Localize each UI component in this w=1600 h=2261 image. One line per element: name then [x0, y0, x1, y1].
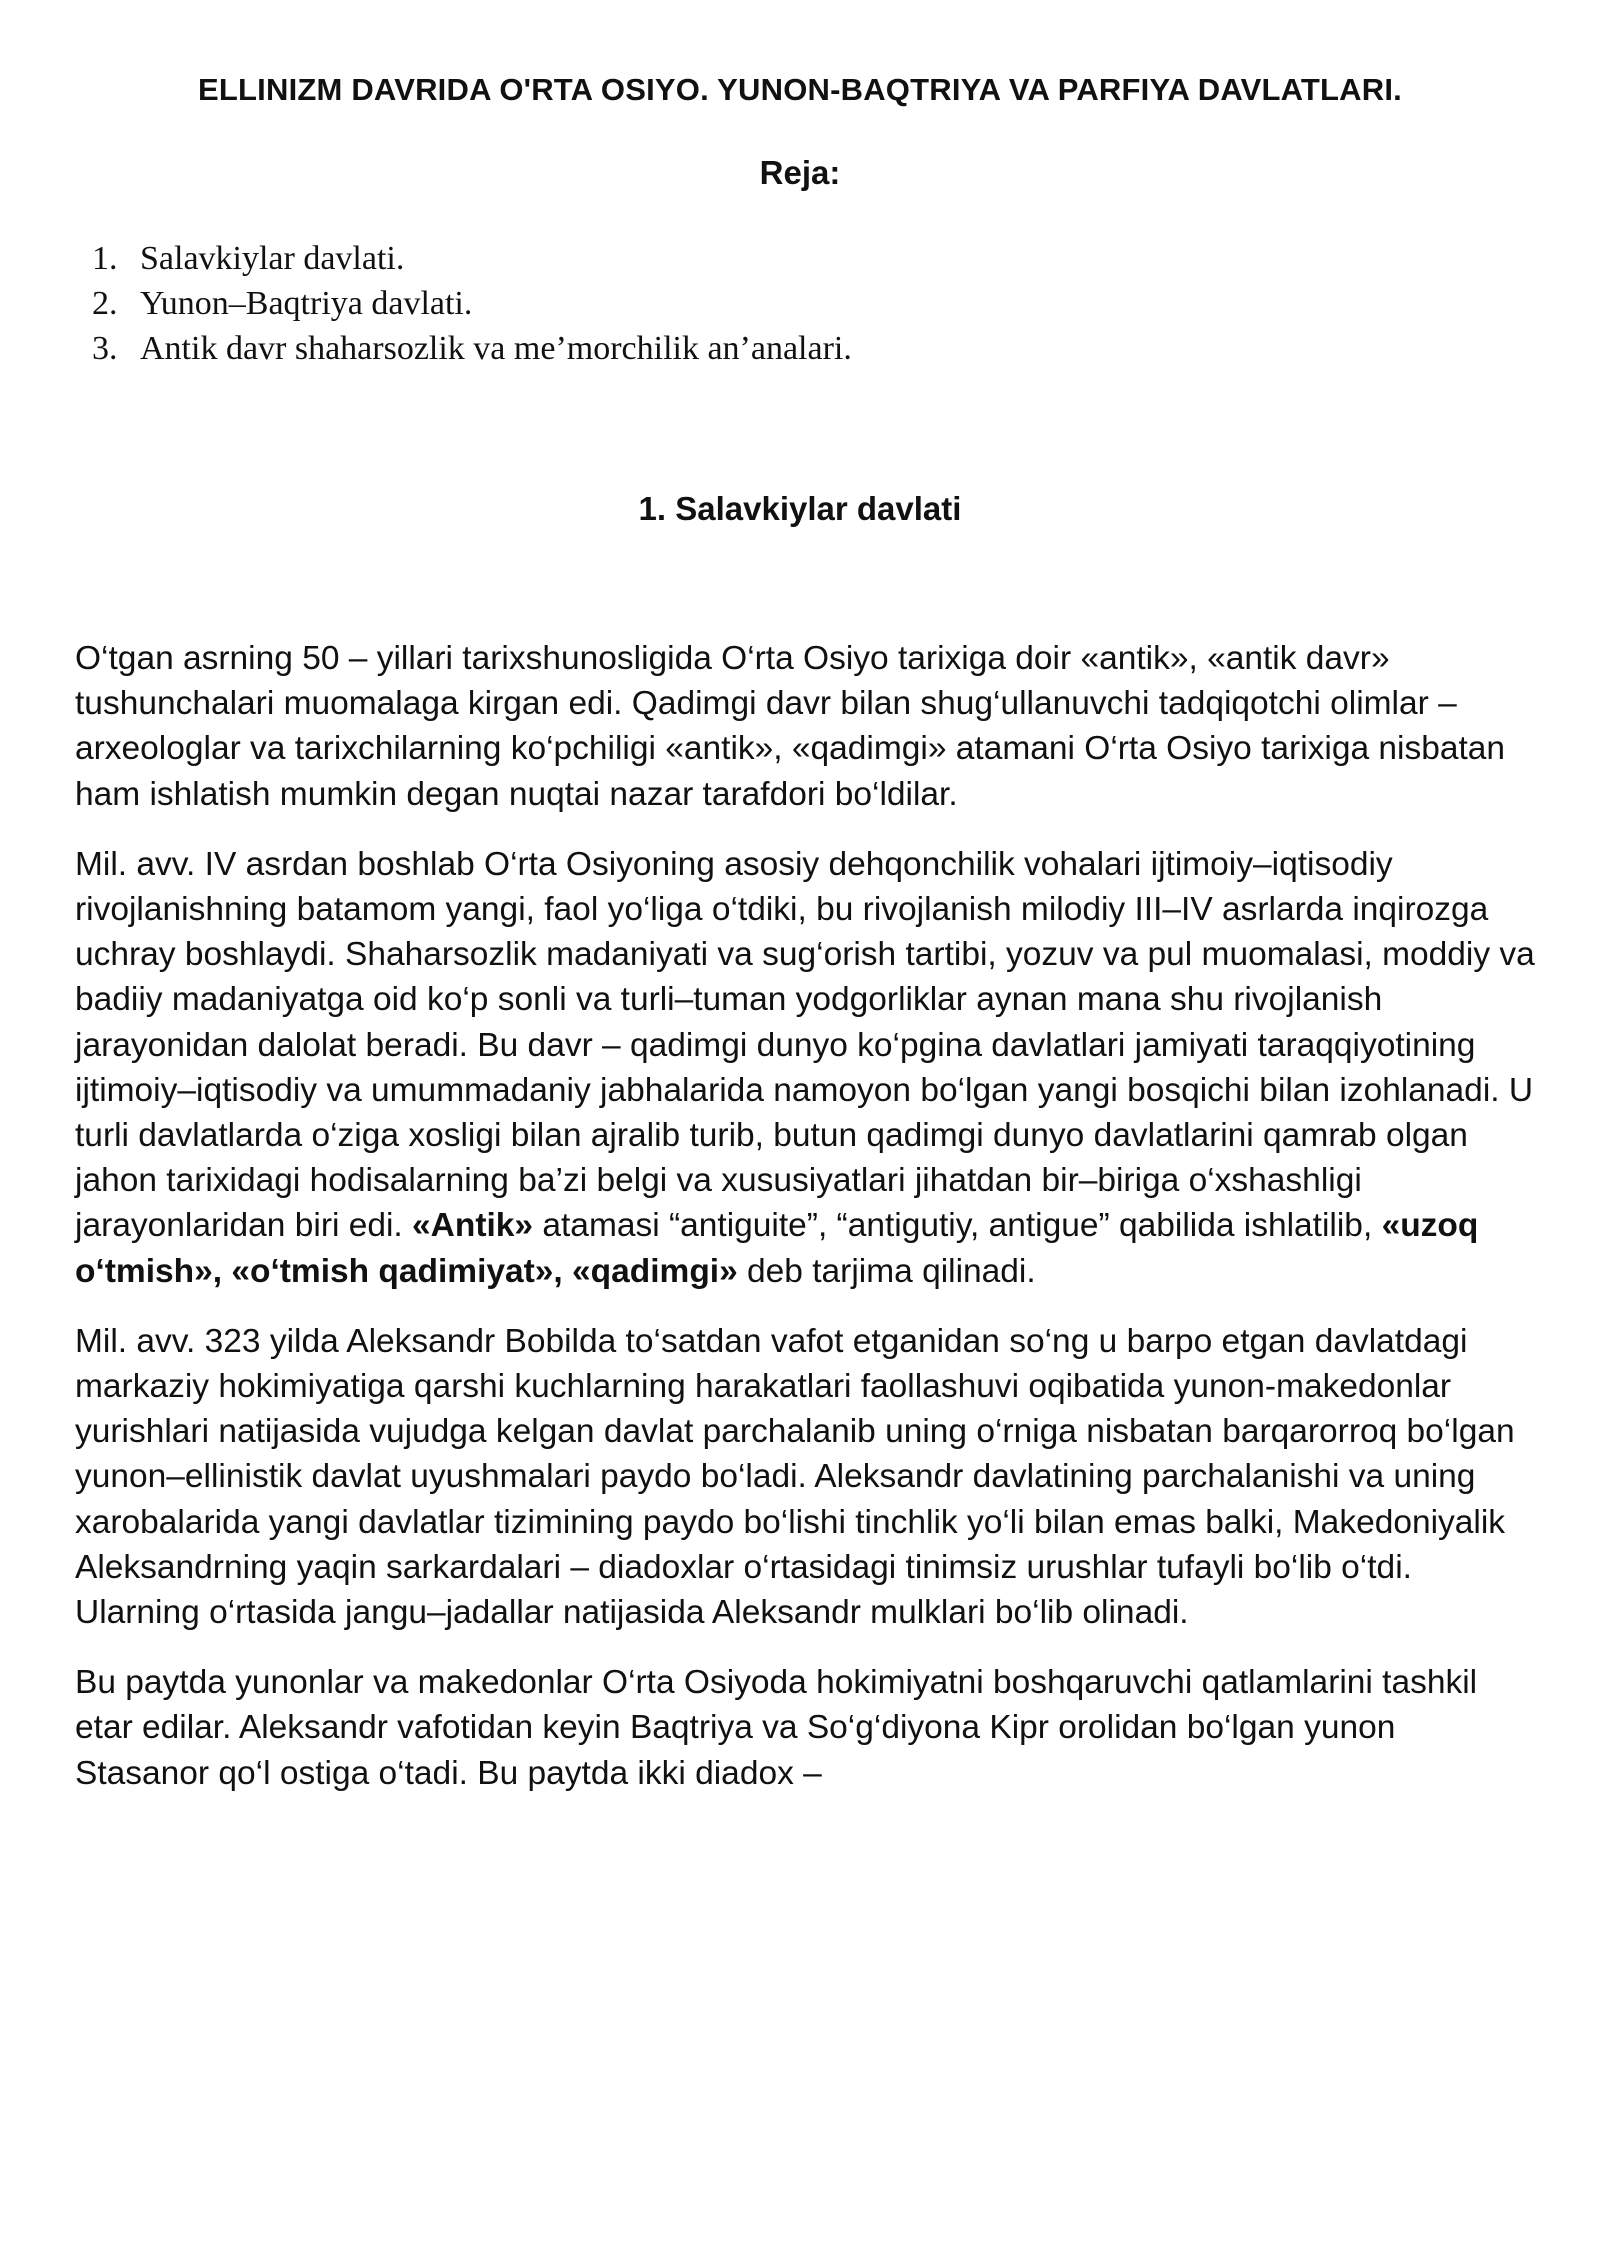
plan-item-number: 3.: [92, 330, 118, 367]
plan-item: [92, 236, 1392, 281]
paragraph-2-text-b: atamasi “antiguite”, “antigutiy, antigue” qabilida ishlatilib,: [533, 1207, 1382, 1245]
paragraph-3: Mil. avv. 323 yilda Aleksandr Bobilda to‘satdan vafot etganidan so‘ng u barpo etgan davlatdagi markaziy hokimiyatiga qarshi kuchlarning harakatlari faollashuvi oqibatida yunon-makedonlar yurishlari natijasida vujudga kelgan davlat parchalanib uning o‘rniga nisbatan barqarorroq bo‘lgan yunon–ellinistik davlat uyushmalari paydo bo‘ladi. Aleksandr davlatining parchalanishi va uning xarobalarida yangi davlatlar tizimining paydo bo‘lishi tinchlik yo‘li bilan emas balki, Makedoniyalik Aleksandrning yaqin sarkardalari – diadoxlar o‘rtasidagi tinimsiz urushlar tufayli bo‘lib o‘tdi. Ularning o‘rtasida jangu–jadallar natijasida Aleksandr mulklari bo‘lib olinadi.: [75, 1322, 1515, 1632]
body-text: [75, 636, 1535, 1821]
plan-list: [92, 236, 1392, 371]
document-title: ELLINIZM DAVRIDA O'RTA OSIYO. YUNON-BAQTRIYA VA PARFIYA DAVLATLARI.: [198, 72, 1402, 107]
paragraph-2-text-c: deb tarjima qilinadi.: [737, 1252, 1036, 1290]
plan-item-text: Yunon–Baqtriya davlati.: [140, 285, 473, 322]
plan-item: [92, 326, 1392, 371]
plan-item-number: 1.: [92, 240, 118, 277]
plan-heading: Reja:: [759, 154, 841, 191]
section-heading: 1. Salavkiylar davlati: [638, 490, 962, 527]
paragraph-2-bold-term: «Antik»: [412, 1207, 534, 1245]
paragraph-2-text-a: Mil. avv. IV asrdan boshlab O‘rta Osiyoning asosiy dehqonchilik vohalari ijtimoiy–iqtisodiy rivojlanishning batamom yangi, faol yo‘liga o‘tdiki, bu rivojlanish milodiy III–IV asrlarda inqirozga uchray boshlaydi. Shaharsozlik madaniyati va sug‘orish tartibi, yozuv va pul muomalasi, moddiy va badiiy madaniyatga oid ko‘p sonli va turli–tuman yodgorliklar aynan mana shu rivojlanish jarayonidan dalolat beradi. Bu davr – qadimgi dunyo ko‘pgina davlatlari jamiyati taraqqiyotining ijtimoiy–iqtisodiy va umummadaniy jabhalarida namoyon bo‘lgan yangi bosqichi bilan izohlanadi. U turli davlatlarda o‘ziga xosligi bilan ajralib turib, butun qadimgi dunyo davlatlarini qamrab olgan jahon tarixidagi hodisalarning ba’zi belgi va xususiyatlari jihatdan bir–biriga o‘xshashligi jarayonlaridan biri edi.: [75, 845, 1535, 1245]
paragraph-2-bold-translation: «uzoq o‘tmish», «o‘tmish qadimiyat», «qadimgi»: [75, 1207, 1479, 1290]
plan-item-number: 2.: [92, 285, 118, 322]
paragraph-1: O‘tgan asrning 50 – yillari tarixshunosligida O‘rta Osiyo tarixiga doir «antik», «antik davr» tushunchalari muomalaga kirgan edi. Qadimgi davr bilan shug‘ullanuvchi tadqiqotchi olimlar – arxeologlar va tarixchilarning ko‘pchiligi «antik», «qadimgi» atamani O‘rta Osiyo tarixiga nisbatan ham ishlatish mumkin degan nuqtai nazar tarafdori bo‘ldilar.: [75, 640, 1506, 813]
plan-item: [92, 281, 1392, 326]
plan-item-text: Salavkiylar davlati.: [140, 240, 405, 277]
paragraph-2: [75, 842, 1535, 1294]
paragraph-4: Bu paytda yunonlar va makedonlar O‘rta Osiyoda hokimiyatni boshqaruvchi qatlamlarini tashkil etar edilar. Aleksandr vafotidan keyin Baqtriya va So‘g‘diyona Kipr orolidan bo‘lgan yunon Stasanor qo‘l ostiga o‘tadi. Bu paytda ikki diadox –: [75, 1664, 1478, 1792]
plan-item-text: Antik davr shaharsozlik va me’morchilik an’analari.: [140, 330, 852, 367]
